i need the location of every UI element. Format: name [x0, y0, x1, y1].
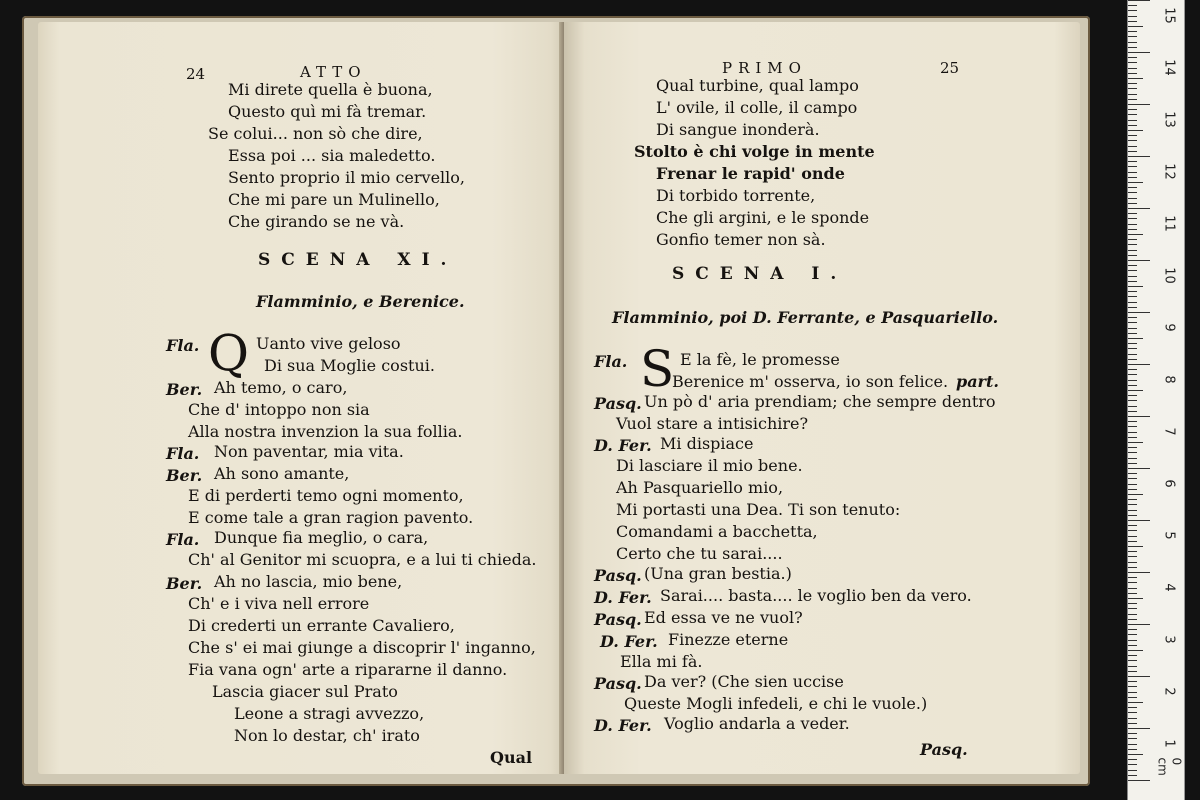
- ruler-tick: [1128, 364, 1150, 365]
- verse-line: Che mi pare un Mulinello,: [228, 190, 440, 209]
- ruler-tick: [1128, 31, 1137, 32]
- ruler-tick: [1128, 582, 1137, 583]
- ruler-tick: [1128, 395, 1137, 396]
- ruler-tick: [1128, 312, 1150, 313]
- ruler-tick: [1128, 780, 1150, 781]
- ruler-tick: [1128, 187, 1137, 188]
- speaker-label: Ber.: [166, 380, 203, 399]
- dialogue-line: Di sua Moglie costui.: [264, 356, 435, 375]
- ruler-tick: [1128, 738, 1137, 739]
- ruler-tick: [1128, 385, 1137, 386]
- ruler-tick: [1128, 36, 1137, 37]
- ruler-tick: [1128, 775, 1137, 776]
- ruler-number: 1: [1161, 739, 1177, 748]
- ruler-number: 2: [1161, 687, 1177, 696]
- ruler-tick: [1128, 203, 1137, 204]
- running-head: PRIMO: [722, 59, 807, 77]
- ruler-tick: [1128, 421, 1137, 422]
- ruler-tick: [1128, 426, 1137, 427]
- ruler-tick: [1128, 629, 1137, 630]
- ruler-tick: [1128, 744, 1137, 745]
- dialogue-line: Ella mi fà.: [620, 652, 703, 671]
- ruler-tick: [1128, 99, 1137, 100]
- dialogue-line: Non lo destar, ch' irato: [234, 726, 420, 745]
- ruler-tick: [1128, 634, 1137, 635]
- catchword: Qual: [490, 748, 533, 767]
- dialogue-line: (Una gran bestia.): [644, 564, 792, 583]
- ruler-tick: [1128, 728, 1150, 729]
- verse-line: Questo quì mi fà tremar.: [228, 102, 427, 121]
- ruler-number: 13: [1161, 111, 1177, 128]
- dialogue-line: Che d' intoppo non sia: [188, 400, 370, 419]
- ruler-tick: [1128, 224, 1137, 225]
- verse-line: Sento proprio il mio cervello,: [228, 168, 465, 187]
- dialogue-line: Mi portasti una Dea. Ti son tenuto:: [616, 500, 901, 519]
- ruler-tick: [1128, 250, 1137, 251]
- scene-title: SCENA I.: [672, 264, 848, 284]
- ruler-tick: [1128, 104, 1150, 105]
- ruler-tick: [1128, 62, 1137, 63]
- ruler-number: 11: [1161, 215, 1177, 232]
- ruler-tick: [1128, 198, 1137, 199]
- dialogue-line: Dunque fia meglio, o cara,: [214, 528, 429, 547]
- ruler-tick: [1128, 723, 1137, 724]
- ruler-tick: [1128, 463, 1137, 464]
- ruler-tick: [1128, 619, 1137, 620]
- ruler-tick: [1128, 712, 1137, 713]
- ruler-tick: [1128, 759, 1137, 760]
- ruler-tick: [1128, 68, 1137, 69]
- ruler-tick: [1128, 369, 1137, 370]
- ruler-tick: [1128, 0, 1150, 1]
- ruler-tick: [1128, 94, 1137, 95]
- ruler-tick: [1128, 114, 1137, 115]
- ruler-tick: [1128, 213, 1137, 214]
- ruler-tick: [1128, 546, 1143, 547]
- verse-line: Che gli argini, e le sponde: [656, 208, 870, 227]
- dialogue-line: Da ver? (Che sien uccise: [644, 672, 844, 691]
- drop-cap: Q: [208, 324, 249, 382]
- ruler-tick: [1128, 562, 1137, 563]
- speaker-label: Pasq.: [594, 610, 642, 629]
- speaker-label: Pasq.: [594, 566, 642, 585]
- ruler-number: 9: [1161, 323, 1177, 332]
- scene-characters: Flamminio, poi D. Ferrante, e Pasquariello.: [612, 308, 999, 327]
- ruler-tick: [1128, 255, 1137, 256]
- ruler-number: 12: [1161, 163, 1177, 180]
- ruler-tick: [1128, 733, 1137, 734]
- dialogue-line: Uanto vive geloso: [256, 334, 401, 353]
- ruler-tick: [1128, 5, 1137, 6]
- ruler-tick: [1128, 140, 1137, 141]
- speaker-label: Fla.: [594, 352, 628, 371]
- speaker-label: D. Fer.: [594, 588, 652, 607]
- scene-characters: Flamminio, e Berenice.: [256, 292, 465, 311]
- verse-line: Frenar le rapid' onde: [656, 164, 845, 183]
- ruler-tick: [1128, 473, 1137, 474]
- dialogue-line: Che s' ei mai giunge a discoprir l' inganno,: [188, 638, 536, 657]
- ruler-tick: [1128, 120, 1137, 121]
- ruler-tick: [1128, 551, 1137, 552]
- ruler-tick: [1128, 681, 1137, 682]
- ruler-tick: [1128, 707, 1137, 708]
- ruler-tick: [1128, 541, 1137, 542]
- ruler-tick: [1128, 57, 1137, 58]
- verse-line: Che girando se ne và.: [228, 212, 405, 231]
- ruler-tick: [1128, 556, 1137, 557]
- ruler-tick: [1128, 130, 1143, 131]
- dialogue-line: Di lasciare il mio bene.: [616, 456, 803, 475]
- verse-line: Se colui... non sò che dire,: [208, 124, 423, 143]
- ruler-tick: [1128, 21, 1137, 22]
- ruler-tick: [1128, 177, 1137, 178]
- dialogue-line: Un pò d' aria prendiam; che sempre dentro: [644, 392, 996, 411]
- dialogue-line: Ch' al Genitor mi scuopra, e a lui ti chieda.: [188, 550, 537, 569]
- ruler-tick: [1128, 588, 1137, 589]
- verse-line: Stolto è chi volge in mente: [634, 142, 875, 161]
- ruler-tick: [1128, 151, 1137, 152]
- ruler-tick: [1128, 478, 1137, 479]
- ruler-tick: [1128, 26, 1143, 27]
- ruler-tick: [1128, 192, 1137, 193]
- ruler-tick: [1128, 676, 1150, 677]
- ruler-tick: [1128, 510, 1137, 511]
- dialogue-line: Certo che tu sarai....: [616, 544, 783, 563]
- dialogue-line: Di crederti un errante Cavaliero,: [188, 616, 455, 635]
- ruler-tick: [1128, 499, 1137, 500]
- ruler-tick: [1128, 686, 1137, 687]
- ruler-tick: [1128, 270, 1137, 271]
- ruler-tick: [1128, 276, 1137, 277]
- ruler-tick: [1128, 78, 1143, 79]
- speaker-label: Ber.: [166, 466, 203, 485]
- speaker-label: Fla.: [166, 444, 200, 463]
- ruler-tick: [1128, 432, 1137, 433]
- dialogue-line: Voglio andarla a veder.: [664, 714, 850, 733]
- ruler-number: 4: [1161, 583, 1177, 592]
- dialogue-line: Queste Mogli infedeli, e chi le vuole.): [624, 694, 928, 713]
- dialogue-line: Ch' e i viva nell errore: [188, 594, 370, 613]
- speaker-label: Fla.: [166, 336, 200, 355]
- ruler-tick: [1128, 244, 1137, 245]
- verse-line: Di sangue inonderà.: [656, 120, 820, 139]
- ruler-tick: [1128, 380, 1137, 381]
- ruler-tick: [1128, 166, 1137, 167]
- ruler-tick: [1128, 515, 1137, 516]
- dialogue-line: Ah temo, o caro,: [214, 378, 348, 397]
- right-page: [564, 22, 1080, 774]
- ruler-tick: [1128, 614, 1137, 615]
- ruler-tick: [1128, 359, 1137, 360]
- speaker-label: Ber.: [166, 574, 203, 593]
- ruler-tick: [1128, 172, 1137, 173]
- running-head: ATTO: [300, 63, 367, 81]
- ruler-tick: [1128, 484, 1137, 485]
- ruler-tick: [1128, 291, 1137, 292]
- dialogue-line: Leone a stragi avvezzo,: [234, 704, 425, 723]
- left-page: [38, 22, 572, 774]
- ruler-tick: [1128, 374, 1137, 375]
- ruler-tick: [1128, 764, 1137, 765]
- ruler-tick: [1128, 348, 1137, 349]
- ruler-number: 14: [1161, 59, 1177, 76]
- ruler-tick: [1128, 296, 1137, 297]
- ruler-tick: [1128, 530, 1137, 531]
- ruler-tick: [1128, 749, 1137, 750]
- ruler-number: 10: [1161, 267, 1177, 284]
- ruler-tick: [1128, 265, 1137, 266]
- dialogue-line: Comandami a bacchetta,: [616, 522, 818, 541]
- catchword: Pasq.: [920, 740, 968, 759]
- dialogue-line: Vuol stare a intisichire?: [616, 414, 809, 433]
- ruler-tick: [1128, 286, 1143, 287]
- verse-line: Mi direte quella è buona,: [228, 80, 433, 99]
- ruler-tick: [1128, 671, 1137, 672]
- ruler-number: 5: [1161, 531, 1177, 540]
- ruler-tick: [1128, 135, 1137, 136]
- verse-line: Gonfio temer non sà.: [656, 230, 826, 249]
- ruler-tick: [1128, 411, 1137, 412]
- ruler-tick: [1128, 692, 1137, 693]
- ruler-tick: [1128, 354, 1137, 355]
- ruler-tick: [1128, 317, 1137, 318]
- ruler-tick: [1128, 468, 1150, 469]
- scene-title: SCENA XI.: [258, 250, 458, 270]
- dialogue-line: Ah sono amante,: [214, 464, 350, 483]
- ruler-tick: [1128, 83, 1137, 84]
- page-number: 24: [186, 65, 206, 83]
- ruler-tick: [1128, 406, 1137, 407]
- verse-line: Essa poi ... sia maledetto.: [228, 146, 436, 165]
- ruler-number: 15: [1161, 7, 1177, 24]
- ruler-tick: [1128, 603, 1137, 604]
- ruler-tick: [1128, 146, 1137, 147]
- dialogue-line: Alla nostra invenzion la sua follia.: [188, 422, 463, 441]
- ruler-tick: [1128, 400, 1137, 401]
- ruler-tick: [1128, 156, 1150, 157]
- verse-line: Di torbido torrente,: [656, 186, 816, 205]
- ruler-tick: [1128, 42, 1137, 43]
- ruler-tick: [1128, 504, 1137, 505]
- ruler-tick: [1128, 655, 1137, 656]
- dialogue-line: Ah Pasquariello mio,: [616, 478, 784, 497]
- ruler-tick: [1128, 328, 1137, 329]
- ruler-tick: [1128, 338, 1143, 339]
- ruler-tick: [1128, 416, 1150, 417]
- dialogue-line: Lascia giacer sul Prato: [212, 682, 398, 701]
- ruler-tick: [1128, 624, 1150, 625]
- ruler-tick: [1128, 572, 1150, 573]
- verse-line: Qual turbine, qual lampo: [656, 76, 859, 95]
- ruler-tick: [1128, 182, 1143, 183]
- ruler-tick: [1128, 520, 1150, 521]
- drop-cap: S: [640, 340, 675, 398]
- ruler-tick: [1128, 322, 1137, 323]
- speaker-label: D. Fer.: [594, 716, 652, 735]
- ruler-tick: [1128, 16, 1137, 17]
- ruler-unit-label: 0 cm: [1155, 757, 1184, 776]
- speaker-label: D. Fer.: [594, 436, 652, 455]
- ruler-number: 8: [1161, 375, 1177, 384]
- page-number: 25: [940, 59, 960, 77]
- ruler-tick: [1128, 208, 1150, 209]
- ruler-tick: [1128, 567, 1137, 568]
- ruler-tick: [1128, 437, 1137, 438]
- dialogue-line: E come tale a gran ragion pavento.: [188, 508, 474, 527]
- ruler-tick: [1128, 302, 1137, 303]
- measuring-ruler: [1127, 0, 1185, 800]
- ruler-tick: [1128, 281, 1137, 282]
- dialogue-line: Finezze eterne: [668, 630, 789, 649]
- ruler-tick: [1128, 593, 1137, 594]
- ruler-tick: [1128, 239, 1137, 240]
- ruler-number: 7: [1161, 427, 1177, 436]
- ruler-tick: [1128, 598, 1143, 599]
- ruler-tick: [1128, 718, 1137, 719]
- dialogue-line: E di perderti temo ogni momento,: [188, 486, 464, 505]
- ruler-tick: [1128, 73, 1137, 74]
- ruler-tick: [1128, 608, 1137, 609]
- ruler-number: 6: [1161, 479, 1177, 488]
- dialogue-line: E la fè, le promesse: [680, 350, 840, 369]
- ruler-tick: [1128, 109, 1137, 110]
- dialogue-line: Ah no lascia, mio bene,: [214, 572, 403, 591]
- ruler-tick: [1128, 447, 1137, 448]
- ruler-tick: [1128, 536, 1137, 537]
- ruler-tick: [1128, 47, 1137, 48]
- ruler-tick: [1128, 650, 1143, 651]
- ruler-tick: [1128, 234, 1143, 235]
- speaker-label: Fla.: [166, 530, 200, 549]
- dialogue-line: Mi dispiace: [660, 434, 754, 453]
- ruler-tick: [1128, 640, 1137, 641]
- ruler-tick: [1128, 442, 1143, 443]
- ruler-tick: [1128, 343, 1137, 344]
- speaker-label: Pasq.: [594, 394, 642, 413]
- ruler-tick: [1128, 770, 1137, 771]
- ruler-tick: [1128, 645, 1137, 646]
- ruler-tick: [1128, 52, 1150, 53]
- ruler-tick: [1128, 754, 1143, 755]
- ruler-tick: [1128, 452, 1137, 453]
- ruler-tick: [1128, 218, 1137, 219]
- ruler-tick: [1128, 489, 1137, 490]
- ruler-tick: [1128, 458, 1137, 459]
- ruler-tick: [1128, 666, 1137, 667]
- ruler-tick: [1128, 702, 1143, 703]
- ruler-tick: [1128, 10, 1137, 11]
- dialogue-line: Berenice m' osserva, io son felice.: [672, 372, 949, 391]
- speaker-label: Pasq.: [594, 674, 642, 693]
- open-book: [22, 16, 1090, 786]
- ruler-tick: [1128, 697, 1137, 698]
- verse-line: L' ovile, il colle, il campo: [656, 98, 858, 117]
- ruler-tick: [1128, 390, 1143, 391]
- ruler-tick: [1128, 660, 1137, 661]
- ruler-tick: [1128, 307, 1137, 308]
- speaker-label: D. Fer.: [600, 632, 658, 651]
- ruler-tick: [1128, 577, 1137, 578]
- ruler-number: 3: [1161, 635, 1177, 644]
- dialogue-line: Sarai.... basta.... le voglio ben da vero.: [660, 586, 972, 605]
- ruler-tick: [1128, 161, 1137, 162]
- stage-direction: part.: [956, 372, 999, 391]
- ruler-tick: [1128, 125, 1137, 126]
- ruler-tick: [1128, 229, 1137, 230]
- ruler-tick: [1128, 88, 1137, 89]
- dialogue-line: Fia vana ogn' arte a ripararne il danno.: [188, 660, 508, 679]
- ruler-tick: [1128, 333, 1137, 334]
- dialogue-line: Non paventar, mia vita.: [214, 442, 404, 461]
- ruler-tick: [1128, 525, 1137, 526]
- ruler-tick: [1128, 494, 1143, 495]
- ruler-tick: [1128, 260, 1150, 261]
- dialogue-line: Ed essa ve ne vuol?: [644, 608, 803, 627]
